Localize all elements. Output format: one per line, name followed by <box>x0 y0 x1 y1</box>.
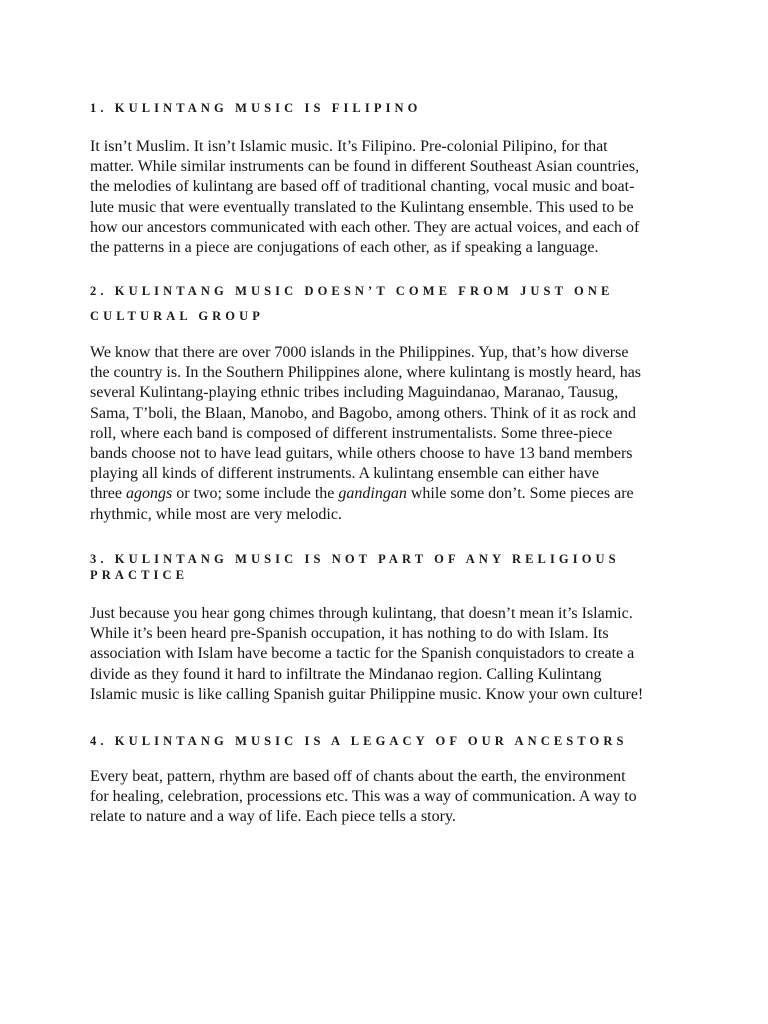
section-4-paragraph <box>90 767 690 828</box>
paragraph-line: relate to nature and a way of life. Each piece tells a story. <box>90 808 456 826</box>
section-1-paragraph <box>90 137 690 258</box>
section-3-paragraph <box>90 604 690 705</box>
italic-term-agongs: agongs <box>125 485 173 503</box>
heading-line: 1. KULINTANG MUSIC IS FILIPINO <box>90 101 422 115</box>
paragraph-line: association with Islam have become a tactic for the Spanish conquistadors to create a <box>90 645 635 663</box>
paragraph-line: several Kulintang-playing ethnic tribes including Maguindanao, Maranao, Tausug, <box>90 384 619 402</box>
section-4-heading <box>90 729 690 754</box>
paragraph-line: the melodies of kulintang are based off of traditional chanting, vocal music and boat- <box>90 178 635 196</box>
paragraph-line: bands choose not to have lead guitars, while others choose to have 13 band members <box>90 445 633 463</box>
paragraph-line: Islamic music is like calling Spanish guitar Philippine music. Know your own culture! <box>90 685 644 703</box>
paragraph-line: Just because you hear gong chimes through kulintang, that doesn’t mean it’s Islamic. <box>90 605 633 622</box>
paragraph-line: While it’s been heard pre-Spanish occupation, it has nothing to do with Islam. Its <box>90 625 609 643</box>
section-1-heading <box>90 96 690 121</box>
paragraph-line: how our ancestors communicated with each other. They are actual voices, and each of <box>90 218 640 236</box>
paragraph-line: rhythmic, while most are very melodic. <box>90 505 342 523</box>
paragraph-line: for healing, celebration, processions etc. This was a way of communication. A way to <box>90 788 637 806</box>
paragraph-line: Sama, T’boli, the Blaan, Manobo, and Bagobo, among others. Think of it as rock and <box>90 404 636 422</box>
text-run: or two; some include the <box>172 485 339 503</box>
paragraph-line: the patterns in a piece are conjugations of each other, as if speaking a language. <box>90 239 599 257</box>
paragraph-line: lute music that were eventually translated to the Kulintang ensemble. This used to be <box>90 198 634 216</box>
text-run: three <box>90 485 126 503</box>
paragraph-line: playing all kinds of different instruments. A kulintang ensemble can either have <box>90 465 599 483</box>
section-2-paragraph <box>90 343 690 525</box>
heading-line: 2. KULINTANG MUSIC DOESN’T COME FROM JUST ONE <box>90 284 614 298</box>
paragraph-line: roll, where each band is composed of different instrumentalists. Some three-piece <box>90 424 613 442</box>
heading-line: 4. KULINTANG MUSIC IS A LEGACY OF OUR ANCESTORS <box>90 734 628 748</box>
heading-line: CULTURAL GROUP <box>90 309 264 323</box>
heading-line: 3. KULINTANG MUSIC IS NOT PART OF ANY RELIGIOUS <box>90 552 620 566</box>
paragraph-line: divide as they found it hard to infiltrate the Mindanao region. Calling Kulintang <box>90 665 602 683</box>
paragraph-line: the country is. In the Southern Philippines alone, where kulintang is mostly heard, has <box>90 364 642 382</box>
paragraph-line: It isn’t Muslim. It isn’t Islamic music. It’s Filipino. Pre-colonial Pilipino, for that <box>90 138 608 155</box>
section-2-heading <box>90 279 690 329</box>
italic-term-gandingan: gandingan <box>338 485 407 503</box>
heading-line: PRACTICE <box>90 568 189 582</box>
paragraph-line: matter. While similar instruments can be found in different Southeast Asian countries, <box>90 158 640 176</box>
paragraph-line: Every beat, pattern, rhythm are based off of chants about the earth, the environment <box>90 768 626 785</box>
text-run: while some don’t. Some pieces are <box>406 485 634 503</box>
paragraph-line-with-italics <box>90 484 690 504</box>
paragraph-line: We know that there are over 7000 islands in the Philippines. Yup, that’s how diverse <box>90 344 629 361</box>
section-3-heading <box>90 551 690 583</box>
